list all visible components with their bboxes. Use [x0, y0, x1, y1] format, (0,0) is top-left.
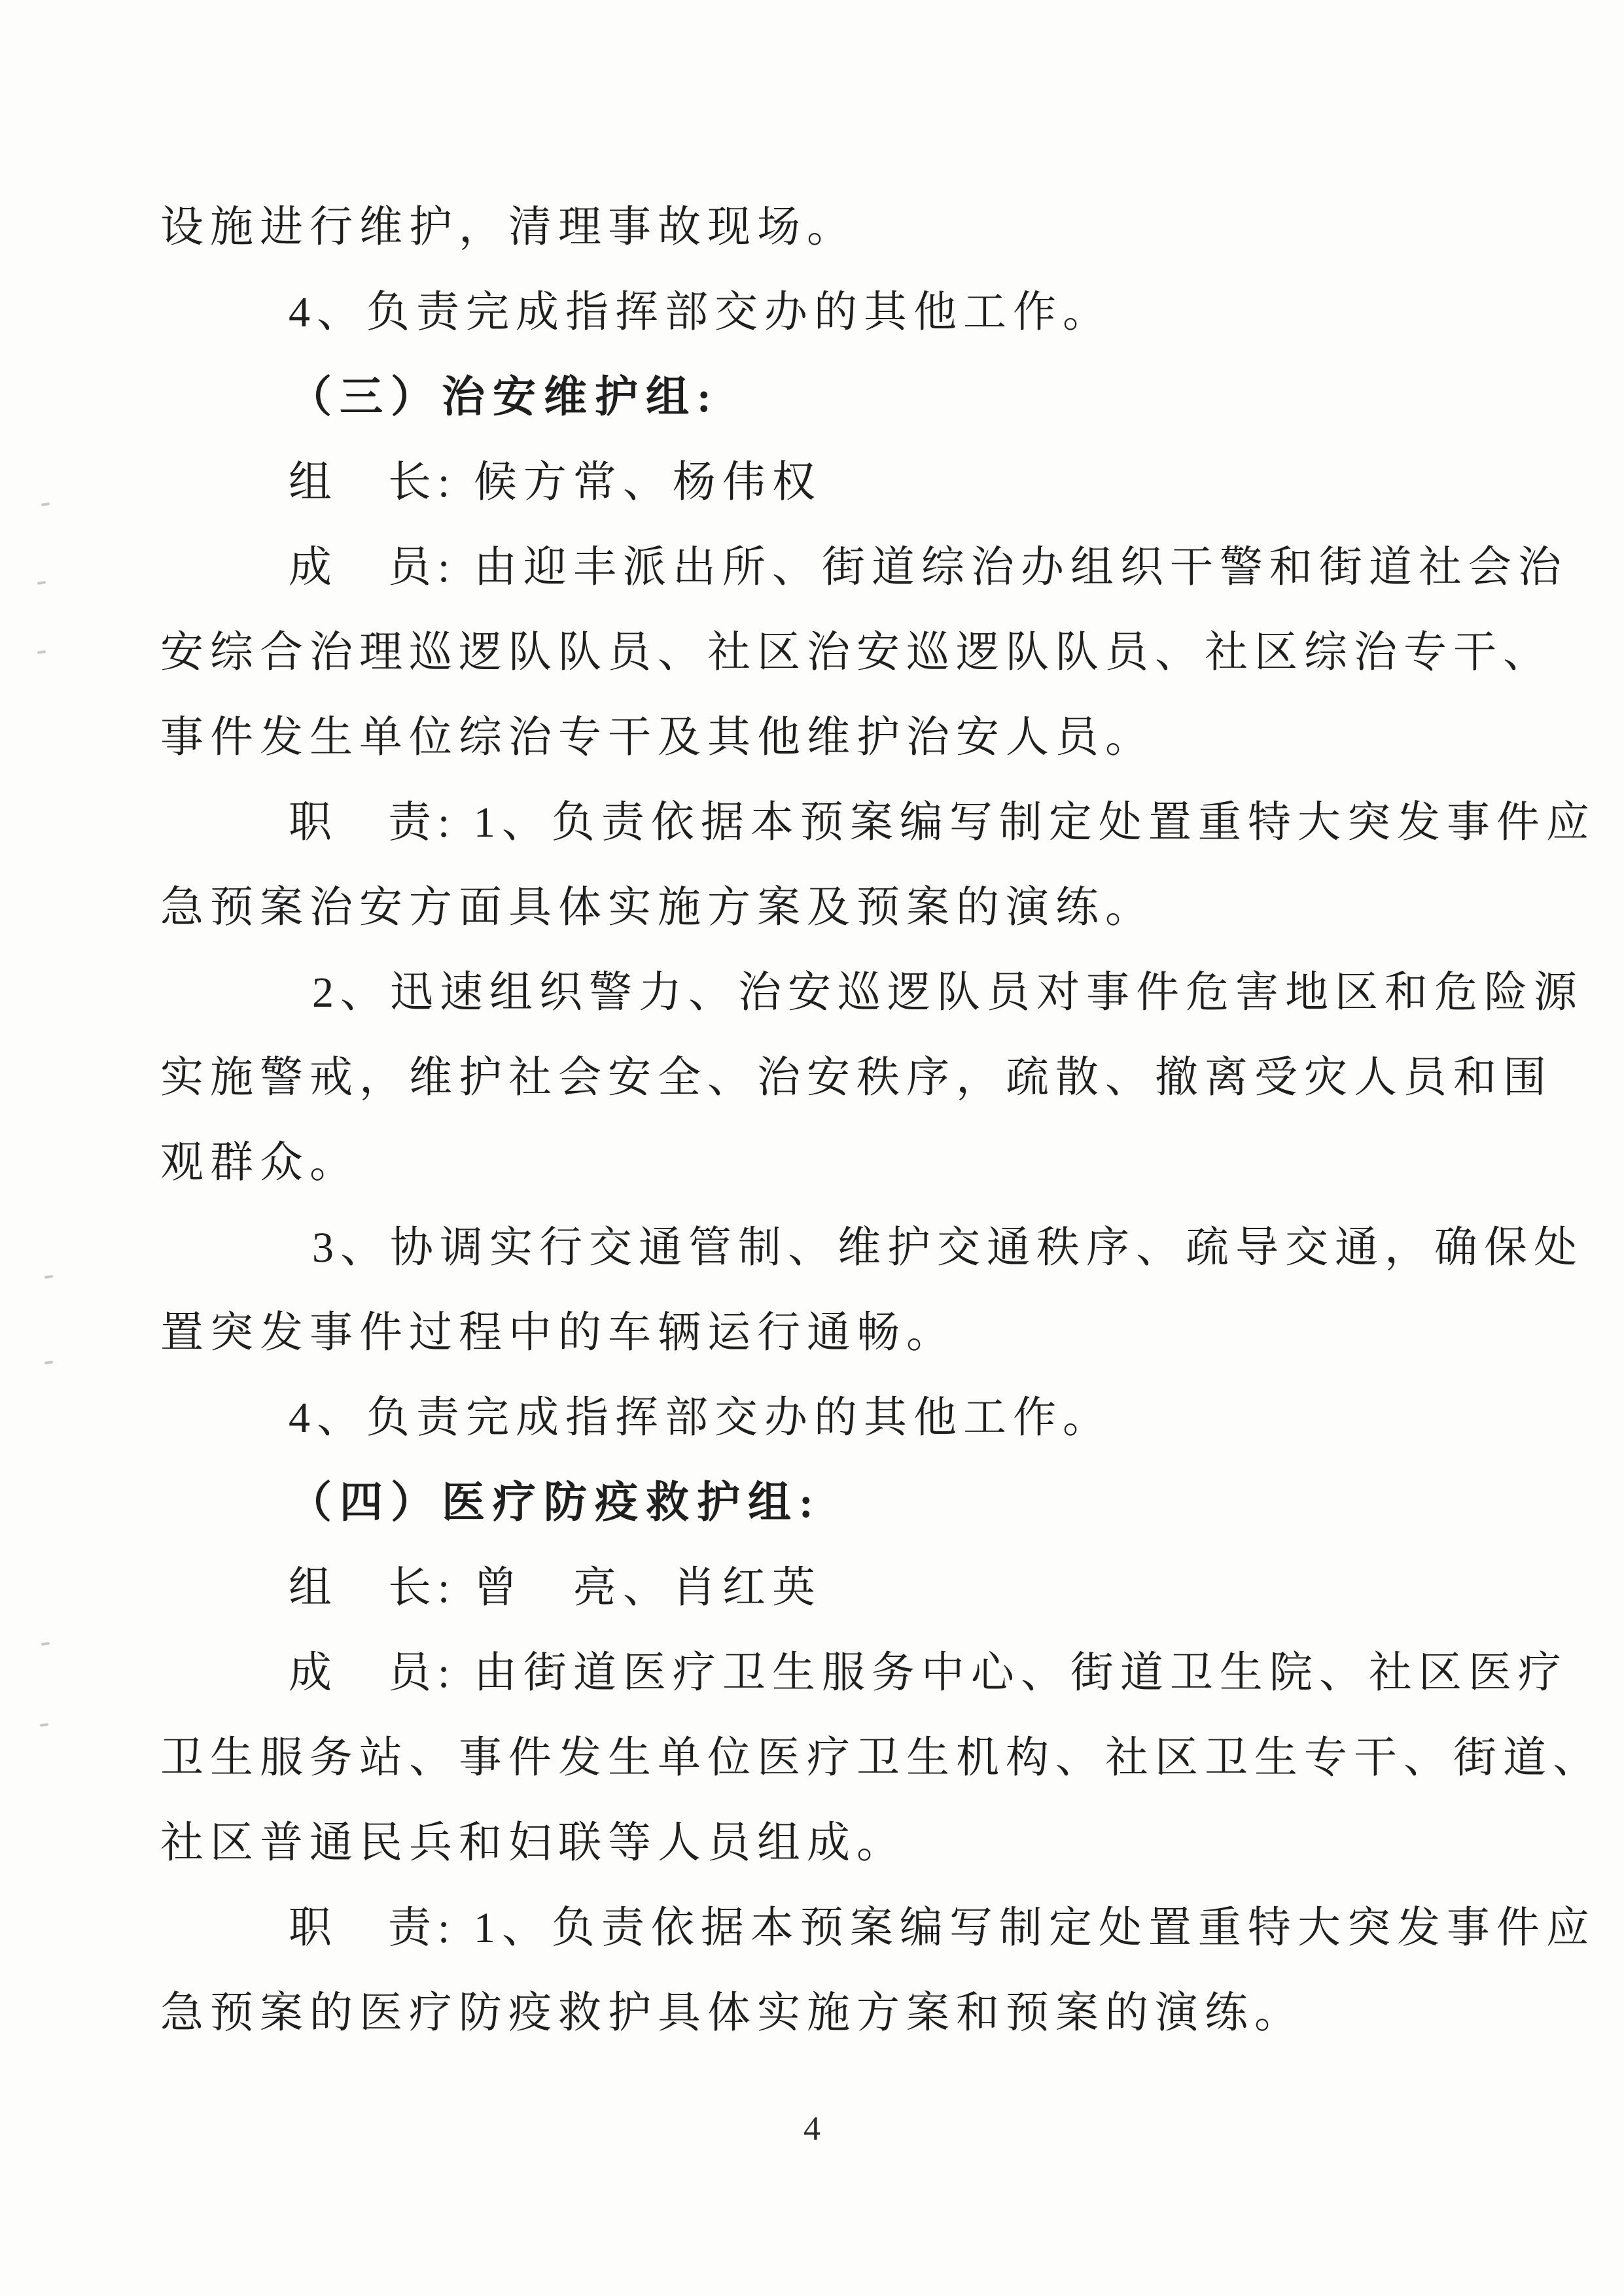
text-line: 实施警戒，维护社会安全、治安秩序，疏散、撤离受灾人员和围: [160, 1054, 1553, 1102]
text-line: 社区普通民兵和妇联等人员组成。: [160, 1819, 906, 1867]
text-line: 卫生服务站、事件发生单位医疗卫生机构、社区卫生专干、街道、: [160, 1734, 1602, 1782]
text-line: 急预案治安方面具体实施方案及预案的演练。: [160, 884, 1155, 931]
page-number: 4: [803, 2110, 821, 2148]
text-line: （三）治安维护组:: [289, 374, 719, 421]
scan-artifact: [44, 1361, 53, 1365]
text-line: 设施进行维护，清理事故现场。: [160, 203, 856, 251]
text-line: 安综合治理巡逻队队员、社区治安巡逻队队员、社区综治专干、: [160, 629, 1553, 676]
text-line: 职 责: 1、负责依据本预案编写制定处置重特大突发事件应: [289, 799, 1596, 846]
scan-artifact: [37, 650, 46, 654]
scan-artifact: [37, 581, 46, 585]
text-line: 成 员: 由迎丰派出所、街道综治办组织干警和街道社会治: [289, 544, 1568, 591]
scan-artifact: [41, 1642, 50, 1646]
text-line: 4、负责完成指挥部交办的其他工作。: [289, 288, 1112, 336]
text-line: （四）医疗防疫救护组:: [289, 1479, 821, 1527]
document-body: [160, 185, 1602, 2056]
text-line: 急预案的医疗防疫救护具体实施方案和预案的演练。: [160, 1989, 1304, 2037]
text-line: 成 员: 由街道医疗卫生服务中心、街道卫生院、社区医疗: [289, 1649, 1568, 1697]
scan-artifact: [40, 1723, 48, 1727]
scan-artifact: [41, 502, 50, 506]
scan-artifact: [44, 1275, 53, 1279]
text-line: 观群众。: [160, 1139, 359, 1187]
text-line: 组 长: 曾 亮、肖红英: [289, 1564, 822, 1612]
text-line: 3、协调实行交通管制、维护交通秩序、疏导交通，确保处: [312, 1224, 1583, 1272]
text-line: 事件发生单位综治专干及其他维护治安人员。: [160, 714, 1155, 761]
text-line: 组 长: 候方常、杨伟权: [289, 459, 822, 506]
text-line: 2、迅速组织警力、治安巡逻队员对事件危害地区和危险源: [312, 969, 1583, 1017]
text-line: 4、负责完成指挥部交办的其他工作。: [289, 1394, 1112, 1442]
text-line: 职 责: 1、负责依据本预案编写制定处置重特大突发事件应: [289, 1904, 1596, 1952]
text-line: 置突发事件过程中的车辆运行通畅。: [160, 1309, 956, 1357]
